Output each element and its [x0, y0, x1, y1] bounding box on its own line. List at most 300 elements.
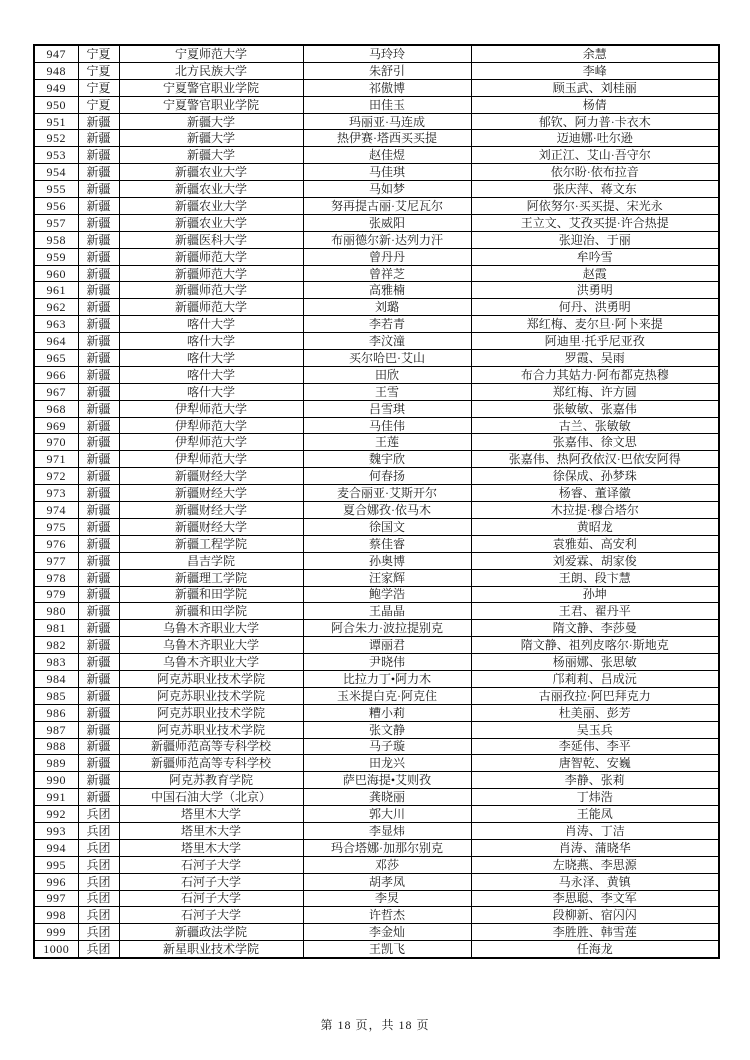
student-name-cell: 刘璐	[303, 299, 471, 316]
advisors-cell: 袁雅茹、高安利	[471, 535, 719, 552]
region-cell: 宁夏	[78, 45, 119, 62]
row-number-cell: 988	[34, 738, 78, 755]
student-name-cell: 汪家辉	[303, 569, 471, 586]
student-name-cell: 祁傲博	[303, 79, 471, 96]
student-name-cell: 玛合塔娜·加那尔别克	[303, 839, 471, 856]
advisors-cell: 依尔盼·依布拉音	[471, 164, 719, 181]
table-row	[34, 485, 719, 502]
student-name-cell: 田龙兴	[303, 755, 471, 772]
region-cell: 新疆	[78, 535, 119, 552]
advisors-cell: 杨丽娜、张思敏	[471, 654, 719, 671]
advisors-cell: 李思聪、李文军	[471, 890, 719, 907]
student-name-cell: 布丽德尔新·达列力汗	[303, 231, 471, 248]
student-name-cell: 曾祥芝	[303, 265, 471, 282]
row-number-cell: 999	[34, 924, 78, 941]
advisors-cell: 余慧	[471, 45, 719, 62]
student-name-cell: 王雪	[303, 383, 471, 400]
region-cell: 新疆	[78, 569, 119, 586]
school-cell: 中国石油大学（北京）	[119, 789, 303, 806]
row-number-cell: 996	[34, 873, 78, 890]
school-cell: 新疆师范大学	[119, 265, 303, 282]
advisors-cell: 邝莉莉、吕成沅	[471, 670, 719, 687]
region-cell: 宁夏	[78, 79, 119, 96]
region-cell: 新疆	[78, 181, 119, 198]
school-cell: 宁夏师范大学	[119, 45, 303, 62]
region-cell: 新疆	[78, 789, 119, 806]
student-name-cell: 吕雪琪	[303, 400, 471, 417]
advisors-cell: 杜美丽、彭芳	[471, 704, 719, 721]
school-cell: 新疆大学	[119, 147, 303, 164]
school-cell: 新疆师范高等专科学校	[119, 755, 303, 772]
advisors-cell: 段柳新、宿闪闪	[471, 907, 719, 924]
row-number-cell: 1000	[34, 941, 78, 958]
table-row	[34, 265, 719, 282]
table-row	[34, 620, 719, 637]
row-number-cell: 961	[34, 282, 78, 299]
advisors-cell: 肖涛、丁洁	[471, 822, 719, 839]
advisors-cell: 隋文静、祖列皮喀尔·斯地克	[471, 637, 719, 654]
school-cell: 乌鲁木齐职业大学	[119, 637, 303, 654]
row-number-cell: 966	[34, 366, 78, 383]
school-cell: 喀什大学	[119, 333, 303, 350]
table-row	[34, 603, 719, 620]
row-number-cell: 973	[34, 485, 78, 502]
student-name-cell: 许哲杰	[303, 907, 471, 924]
school-cell: 喀什大学	[119, 383, 303, 400]
advisors-cell: 布合力其姑力·阿布都克热穆	[471, 366, 719, 383]
table-row	[34, 468, 719, 485]
row-number-cell: 978	[34, 569, 78, 586]
row-number-cell: 968	[34, 400, 78, 417]
school-cell: 伊犁师范大学	[119, 417, 303, 434]
school-cell: 塔里木大学	[119, 822, 303, 839]
student-name-cell: 马佳伟	[303, 417, 471, 434]
advisors-cell: 吴玉兵	[471, 721, 719, 738]
region-cell: 兵团	[78, 907, 119, 924]
school-cell: 阿克苏职业技术学院	[119, 687, 303, 704]
student-name-cell: 高雅楠	[303, 282, 471, 299]
student-name-cell: 马子璇	[303, 738, 471, 755]
table-row	[34, 350, 719, 367]
advisors-cell: 左晓燕、李思源	[471, 856, 719, 873]
region-cell: 新疆	[78, 231, 119, 248]
region-cell: 新疆	[78, 485, 119, 502]
table-row	[34, 299, 719, 316]
advisors-cell: 李静、张莉	[471, 772, 719, 789]
school-cell: 新疆师范高等专科学校	[119, 738, 303, 755]
region-cell: 兵团	[78, 856, 119, 873]
student-name-cell: 夏合娜孜·依马木	[303, 502, 471, 519]
advisors-cell: 罗霞、吴雨	[471, 350, 719, 367]
advisors-cell: 刘爱霖、胡家俊	[471, 552, 719, 569]
region-cell: 新疆	[78, 130, 119, 147]
advisors-cell: 杨睿、董译徽	[471, 485, 719, 502]
region-cell: 新疆	[78, 654, 119, 671]
student-name-cell: 邓莎	[303, 856, 471, 873]
region-cell: 兵团	[78, 839, 119, 856]
region-cell: 兵团	[78, 806, 119, 823]
student-name-cell: 王凯飞	[303, 941, 471, 958]
advisors-cell: 隋文静、李莎曼	[471, 620, 719, 637]
advisors-cell: 郁钦、阿力普·卡衣木	[471, 113, 719, 130]
region-cell: 新疆	[78, 299, 119, 316]
table-row	[34, 822, 719, 839]
school-cell: 喀什大学	[119, 366, 303, 383]
table-row	[34, 839, 719, 856]
school-cell: 新疆和田学院	[119, 603, 303, 620]
region-cell: 新疆	[78, 164, 119, 181]
advisors-cell: 肖涛、蒲晓华	[471, 839, 719, 856]
table-row	[34, 164, 719, 181]
table-row	[34, 434, 719, 451]
region-cell: 新疆	[78, 772, 119, 789]
school-cell: 乌鲁木齐职业大学	[119, 620, 303, 637]
row-number-cell: 965	[34, 350, 78, 367]
row-number-cell: 972	[34, 468, 78, 485]
row-number-cell: 998	[34, 907, 78, 924]
region-cell: 新疆	[78, 704, 119, 721]
results-table-body	[34, 45, 719, 958]
school-cell: 伊犁师范大学	[119, 434, 303, 451]
student-name-cell: 糟小莉	[303, 704, 471, 721]
advisors-cell: 徐保成、孙梦珠	[471, 468, 719, 485]
table-row	[34, 924, 719, 941]
student-name-cell: 买尔哈巴·艾山	[303, 350, 471, 367]
table-row	[34, 738, 719, 755]
row-number-cell: 976	[34, 535, 78, 552]
school-cell: 石河子大学	[119, 856, 303, 873]
region-cell: 兵团	[78, 873, 119, 890]
school-cell: 新疆理工学院	[119, 569, 303, 586]
school-cell: 喀什大学	[119, 316, 303, 333]
table-row	[34, 637, 719, 654]
advisors-cell: 古丽孜拉·阿巴拜克力	[471, 687, 719, 704]
student-name-cell: 龚晓丽	[303, 789, 471, 806]
region-cell: 新疆	[78, 603, 119, 620]
school-cell: 新疆师范大学	[119, 282, 303, 299]
advisors-cell: 古兰、张敏敏	[471, 417, 719, 434]
table-row	[34, 130, 719, 147]
table-row	[34, 873, 719, 890]
region-cell: 新疆	[78, 147, 119, 164]
advisors-cell: 木拉提·穆合塔尔	[471, 502, 719, 519]
region-cell: 新疆	[78, 248, 119, 265]
school-cell: 新星职业技术学院	[119, 941, 303, 958]
advisors-cell: 洪勇明	[471, 282, 719, 299]
row-number-cell: 958	[34, 231, 78, 248]
region-cell: 兵团	[78, 941, 119, 958]
school-cell: 阿克苏职业技术学院	[119, 704, 303, 721]
table-row	[34, 654, 719, 671]
region-cell: 新疆	[78, 383, 119, 400]
school-cell: 北方民族大学	[119, 62, 303, 79]
school-cell: 新疆农业大学	[119, 214, 303, 231]
school-cell: 新疆财经大学	[119, 518, 303, 535]
student-name-cell: 萨巴海提•艾则孜	[303, 772, 471, 789]
student-name-cell: 玉米提白克·阿克住	[303, 687, 471, 704]
advisors-cell: 李峰	[471, 62, 719, 79]
table-row	[34, 518, 719, 535]
student-name-cell: 比拉力丁•阿力木	[303, 670, 471, 687]
table-row	[34, 670, 719, 687]
advisors-cell: 郑红梅、麦尔旦·阿卜来提	[471, 316, 719, 333]
student-name-cell: 张文静	[303, 721, 471, 738]
row-number-cell: 987	[34, 721, 78, 738]
school-cell: 新疆财经大学	[119, 485, 303, 502]
region-cell: 新疆	[78, 755, 119, 772]
student-name-cell: 尹晓伟	[303, 654, 471, 671]
row-number-cell: 992	[34, 806, 78, 823]
student-name-cell: 曾丹丹	[303, 248, 471, 265]
region-cell: 新疆	[78, 670, 119, 687]
advisors-cell: 牟吟雪	[471, 248, 719, 265]
advisors-cell: 唐智乾、安巍	[471, 755, 719, 772]
student-name-cell: 徐国文	[303, 518, 471, 535]
row-number-cell: 971	[34, 451, 78, 468]
page-footer: 第 18 页，共 18 页	[320, 1018, 430, 1032]
row-number-cell: 959	[34, 248, 78, 265]
row-number-cell: 979	[34, 586, 78, 603]
student-name-cell: 谭丽君	[303, 637, 471, 654]
student-name-cell: 李汶潼	[303, 333, 471, 350]
row-number-cell: 952	[34, 130, 78, 147]
row-number-cell: 951	[34, 113, 78, 130]
region-cell: 新疆	[78, 417, 119, 434]
student-name-cell: 王莲	[303, 434, 471, 451]
region-cell: 新疆	[78, 214, 119, 231]
row-number-cell: 969	[34, 417, 78, 434]
advisors-cell: 郑红梅、许方圆	[471, 383, 719, 400]
student-name-cell: 阿合朱力·波拉提别克	[303, 620, 471, 637]
row-number-cell: 985	[34, 687, 78, 704]
results-table	[33, 44, 720, 959]
student-name-cell: 李若青	[303, 316, 471, 333]
advisors-cell: 张迎治、于丽	[471, 231, 719, 248]
row-number-cell: 956	[34, 198, 78, 215]
row-number-cell: 957	[34, 214, 78, 231]
advisors-cell: 任海龙	[471, 941, 719, 958]
region-cell: 新疆	[78, 518, 119, 535]
table-row	[34, 366, 719, 383]
region-cell: 新疆	[78, 637, 119, 654]
school-cell: 伊犁师范大学	[119, 400, 303, 417]
advisors-cell: 孙坤	[471, 586, 719, 603]
advisors-cell: 赵霞	[471, 265, 719, 282]
row-number-cell: 963	[34, 316, 78, 333]
table-row	[34, 772, 719, 789]
advisors-cell: 李延伟、李平	[471, 738, 719, 755]
table-row	[34, 687, 719, 704]
table-row	[34, 755, 719, 772]
table-row	[34, 113, 719, 130]
row-number-cell: 975	[34, 518, 78, 535]
row-number-cell: 995	[34, 856, 78, 873]
student-name-cell: 热伊赛·塔西买买提	[303, 130, 471, 147]
row-number-cell: 953	[34, 147, 78, 164]
school-cell: 乌鲁木齐职业大学	[119, 654, 303, 671]
row-number-cell: 981	[34, 620, 78, 637]
student-name-cell: 马如梦	[303, 181, 471, 198]
region-cell: 新疆	[78, 468, 119, 485]
table-row	[34, 704, 719, 721]
advisors-cell: 顾玉武、刘桂丽	[471, 79, 719, 96]
student-name-cell: 胡孝凤	[303, 873, 471, 890]
student-name-cell: 鲍学浩	[303, 586, 471, 603]
region-cell: 新疆	[78, 451, 119, 468]
row-number-cell: 954	[34, 164, 78, 181]
advisors-cell: 刘正江、艾山·吾守尔	[471, 147, 719, 164]
advisors-cell: 王立文、艾孜买提·许合热提	[471, 214, 719, 231]
row-number-cell: 947	[34, 45, 78, 62]
table-row	[34, 941, 719, 958]
school-cell: 新疆政法学院	[119, 924, 303, 941]
advisors-cell: 丁炜浩	[471, 789, 719, 806]
school-cell: 新疆师范大学	[119, 299, 303, 316]
table-row	[34, 181, 719, 198]
row-number-cell: 970	[34, 434, 78, 451]
school-cell: 新疆医科大学	[119, 231, 303, 248]
region-cell: 新疆	[78, 366, 119, 383]
advisors-cell: 张嘉伟、热阿孜依汉·巴依安阿得	[471, 451, 719, 468]
school-cell: 塔里木大学	[119, 839, 303, 856]
table-row	[34, 552, 719, 569]
row-number-cell: 948	[34, 62, 78, 79]
advisors-cell: 黄昭龙	[471, 518, 719, 535]
table-row	[34, 198, 719, 215]
row-number-cell: 967	[34, 383, 78, 400]
school-cell: 阿克苏教育学院	[119, 772, 303, 789]
region-cell: 兵团	[78, 924, 119, 941]
school-cell: 新疆农业大学	[119, 164, 303, 181]
table-row	[34, 383, 719, 400]
student-name-cell: 努再提古丽·艾尼瓦尔	[303, 198, 471, 215]
row-number-cell: 993	[34, 822, 78, 839]
advisors-cell: 王能凤	[471, 806, 719, 823]
school-cell: 石河子大学	[119, 890, 303, 907]
advisors-cell: 阿迪里·托乎尼亚孜	[471, 333, 719, 350]
row-number-cell: 974	[34, 502, 78, 519]
advisors-cell: 何丹、洪勇明	[471, 299, 719, 316]
region-cell: 宁夏	[78, 96, 119, 113]
table-row	[34, 856, 719, 873]
table-row	[34, 586, 719, 603]
row-number-cell: 960	[34, 265, 78, 282]
table-row	[34, 890, 719, 907]
row-number-cell: 997	[34, 890, 78, 907]
student-name-cell: 郭大川	[303, 806, 471, 823]
advisors-cell: 王君、翟丹平	[471, 603, 719, 620]
table-row	[34, 535, 719, 552]
table-row	[34, 907, 719, 924]
student-name-cell: 玛丽亚·马连成	[303, 113, 471, 130]
table-row	[34, 400, 719, 417]
student-name-cell: 魏宇欣	[303, 451, 471, 468]
student-name-cell: 张威阳	[303, 214, 471, 231]
advisors-cell: 张庆萍、蒋文东	[471, 181, 719, 198]
student-name-cell: 朱舒引	[303, 62, 471, 79]
table-row	[34, 79, 719, 96]
advisors-cell: 阿依努尔·买买提、宋光永	[471, 198, 719, 215]
table-row	[34, 417, 719, 434]
school-cell: 塔里木大学	[119, 806, 303, 823]
table-row	[34, 147, 719, 164]
advisors-cell: 张嘉伟、徐文思	[471, 434, 719, 451]
school-cell: 新疆工程学院	[119, 535, 303, 552]
advisors-cell: 迈迪娜·吐尔逊	[471, 130, 719, 147]
table-row	[34, 789, 719, 806]
table-row	[34, 806, 719, 823]
school-cell: 新疆财经大学	[119, 468, 303, 485]
row-number-cell: 950	[34, 96, 78, 113]
table-row	[34, 282, 719, 299]
table-row	[34, 502, 719, 519]
school-cell: 新疆师范大学	[119, 248, 303, 265]
school-cell: 石河子大学	[119, 907, 303, 924]
row-number-cell: 983	[34, 654, 78, 671]
region-cell: 新疆	[78, 113, 119, 130]
table-row	[34, 569, 719, 586]
row-number-cell: 962	[34, 299, 78, 316]
region-cell: 新疆	[78, 333, 119, 350]
row-number-cell: 955	[34, 181, 78, 198]
student-name-cell: 李显炜	[303, 822, 471, 839]
school-cell: 石河子大学	[119, 873, 303, 890]
student-name-cell: 蔡佳睿	[303, 535, 471, 552]
student-name-cell: 麦合丽亚·艾斯开尔	[303, 485, 471, 502]
table-row	[34, 333, 719, 350]
region-cell: 新疆	[78, 721, 119, 738]
table-row	[34, 451, 719, 468]
region-cell: 新疆	[78, 434, 119, 451]
advisors-cell: 杨倩	[471, 96, 719, 113]
school-cell: 新疆财经大学	[119, 502, 303, 519]
school-cell: 新疆和田学院	[119, 586, 303, 603]
school-cell: 伊犁师范大学	[119, 451, 303, 468]
region-cell: 新疆	[78, 738, 119, 755]
student-name-cell: 赵佳煜	[303, 147, 471, 164]
school-cell: 新疆农业大学	[119, 198, 303, 215]
school-cell: 新疆农业大学	[119, 181, 303, 198]
region-cell: 新疆	[78, 502, 119, 519]
student-name-cell: 李炅	[303, 890, 471, 907]
school-cell: 新疆大学	[119, 130, 303, 147]
table-row	[34, 231, 719, 248]
region-cell: 新疆	[78, 586, 119, 603]
row-number-cell: 986	[34, 704, 78, 721]
row-number-cell: 990	[34, 772, 78, 789]
row-number-cell: 991	[34, 789, 78, 806]
row-number-cell: 989	[34, 755, 78, 772]
region-cell: 新疆	[78, 620, 119, 637]
table-row	[34, 248, 719, 265]
student-name-cell: 田佳玉	[303, 96, 471, 113]
table-row	[34, 45, 719, 62]
region-cell: 新疆	[78, 282, 119, 299]
region-cell: 新疆	[78, 400, 119, 417]
school-cell: 昌吉学院	[119, 552, 303, 569]
region-cell: 新疆	[78, 350, 119, 367]
school-cell: 阿克苏职业技术学院	[119, 670, 303, 687]
student-name-cell: 马佳琪	[303, 164, 471, 181]
region-cell: 新疆	[78, 687, 119, 704]
school-cell: 喀什大学	[119, 350, 303, 367]
table-row	[34, 316, 719, 333]
row-number-cell: 964	[34, 333, 78, 350]
region-cell: 新疆	[78, 552, 119, 569]
advisors-cell: 马永泽、黄镇	[471, 873, 719, 890]
advisors-cell: 李胜胜、韩雪莲	[471, 924, 719, 941]
region-cell: 宁夏	[78, 62, 119, 79]
